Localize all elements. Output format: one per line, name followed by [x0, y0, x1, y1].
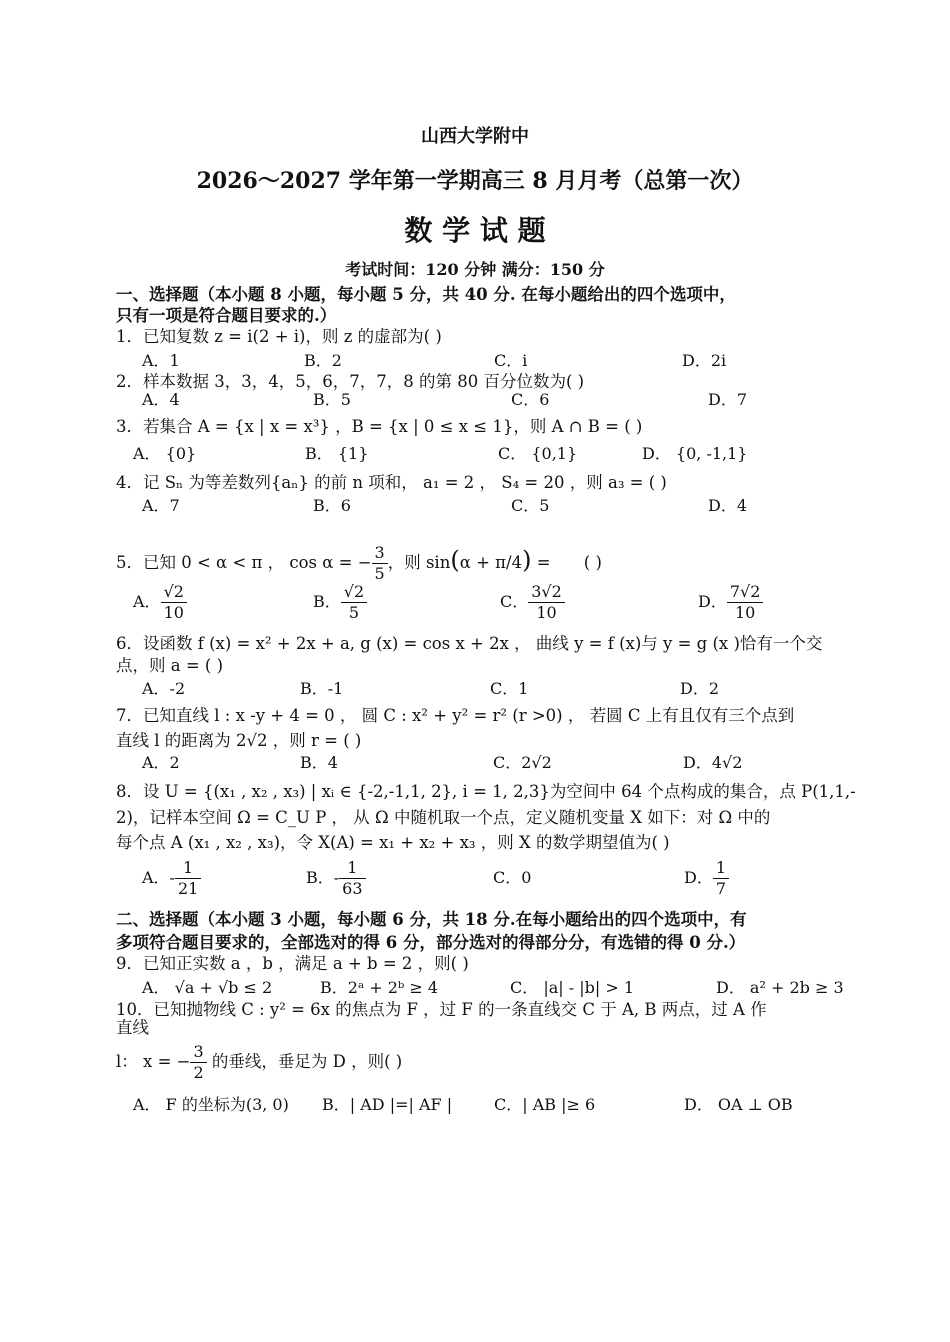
q5-cos-fraction	[372, 543, 388, 584]
school-name: 山西大学附中	[421, 126, 529, 147]
q5-option-a	[133, 580, 187, 624]
q4-option-b: B．6	[313, 496, 351, 515]
q3-option-b: B． {1}	[305, 444, 369, 463]
q5-option-d-label: D．	[698, 592, 727, 611]
q8-option-a-label: A．-	[142, 868, 175, 887]
q9-option-d: D． a² + 2b ≥ 3	[716, 978, 844, 997]
q8-option-a-fraction	[175, 858, 201, 899]
q10-stem-line2: 直线	[116, 1018, 149, 1037]
q5-option-b-fraction	[341, 582, 367, 623]
q6-stem-line1: 6．设函数 f (x) = x² + 2x + a, g (x) = cos x + 2x ， 曲线 y = f (x)与 y = g (x )恰有一个交	[116, 634, 823, 653]
q4-option-a: A．7	[142, 496, 180, 515]
q3-option-a: A． {0}	[133, 444, 197, 463]
q5-stem	[116, 540, 602, 584]
q4-option-d: D．4	[708, 496, 748, 515]
subject-title: 数 学 试 题	[404, 214, 546, 247]
q6-option-b: B．-1	[300, 679, 344, 698]
q1-option-d: D．2i	[682, 351, 727, 370]
q8-option-b-num: 1	[339, 858, 365, 879]
q10-option-b: B．| AD |=| AF |	[322, 1095, 453, 1114]
q8-option-a-num: 1	[175, 858, 201, 879]
q1-option-b: B．2	[304, 351, 342, 370]
q8-option-c-label: C．0	[493, 868, 532, 887]
q8-option-d-fraction	[713, 858, 729, 899]
q10-option-a: A． F 的坐标为(3, 0)	[133, 1095, 289, 1114]
q5-option-b-num: √2	[341, 582, 367, 603]
q2-stem: 2．样本数据 3，3，4，5，6，7，7，8 的第 80 百分位数为( )	[116, 372, 585, 391]
q8-stem-line2: 2)，记样本空间 Ω = C_U P ， 从 Ω 中随机取一个点，定义随机变量 X 如下：对 Ω 中的	[116, 808, 771, 827]
section1-title-line2: 只有一项是符合题目要求的.）	[116, 306, 337, 325]
q2-option-c: C．6	[511, 390, 550, 409]
q4-option-c: C．5	[511, 496, 550, 515]
q5-option-a-fraction	[161, 582, 187, 623]
q5-stem-text-a: 5．已知 0 < α < π ， cos α = −	[116, 553, 372, 572]
q5-option-c-num: 3√2	[528, 582, 565, 603]
q6-option-c: C．1	[490, 679, 529, 698]
q7-stem-line1: 7．已知直线 l : x -y + 4 = 0 ， 圆 C : x² + y² = r² (r >0) ， 若圆 C 上有且仅有三个点到	[116, 706, 795, 725]
q5-option-c-den: 10	[536, 603, 557, 622]
q5-cos-numerator: 3	[372, 543, 388, 564]
q10-option-c: C．| AB |≥ 6	[494, 1095, 596, 1114]
q5-option-d-num: 7√2	[727, 582, 764, 603]
q10-stem-rest: 的垂线，垂足为 D ，则( )	[206, 1052, 403, 1071]
q8-option-d-label: D．	[684, 868, 713, 887]
q5-paren-open: (	[450, 546, 460, 574]
q5-option-a-label: A．	[133, 592, 161, 611]
q10-line-equation: l： x = −	[116, 1052, 191, 1071]
q8-option-a	[142, 856, 201, 900]
q5-option-c	[500, 580, 565, 624]
q8-option-a-den: 21	[177, 879, 199, 898]
q7-option-c: C．2√2	[493, 753, 552, 772]
q8-stem-line3: 每个点 A (x₁ , x₂ , x₃)，令 X(A) = x₁ + x₂ + x₃ ，则 X 的数学期望值为( )	[116, 833, 670, 852]
q6-option-d: D．2	[680, 679, 720, 698]
q5-option-b	[313, 580, 367, 624]
q6-stem-line2: 点，则 a = ( )	[116, 656, 224, 675]
q10-option-d: D． OA ⊥ OB	[684, 1095, 793, 1114]
q5-option-b-label: B．	[313, 592, 341, 611]
q10-fraction-num: 3	[190, 1042, 206, 1063]
q1-option-c: C．i	[494, 351, 528, 370]
q10-fraction	[190, 1042, 206, 1083]
q8-option-b-fraction	[339, 858, 365, 899]
section2-title-line1: 二、选择题（本小题 3 小题，每小题 6 分，共 18 分.在每小题给出的四个选项中，有	[116, 910, 747, 929]
q5-option-b-den: 5	[348, 603, 360, 622]
q2-option-b: B．5	[313, 390, 351, 409]
q9-option-c: C． |a| - |b| > 1	[510, 978, 635, 997]
q7-option-a: A．2	[142, 753, 180, 772]
q5-option-d	[698, 580, 763, 624]
q8-option-b-label: B．-	[306, 868, 340, 887]
q7-option-b: B．4	[300, 753, 338, 772]
q9-stem: 9．已知正实数 a ，b ，满足 a + b = 2 ，则( )	[116, 954, 469, 973]
q5-stem-text-d: =	[531, 553, 551, 572]
exam-time-info: 考试时间：120 分钟 满分：150 分	[345, 260, 605, 279]
q5-paren-close: )	[522, 546, 532, 574]
q5-option-c-fraction	[528, 582, 565, 623]
q2-option-d: D．7	[708, 390, 748, 409]
q5-stem-text-b: ，则 sin	[387, 553, 451, 572]
q9-option-a: A． √a + √b ≤ 2	[142, 978, 273, 997]
q5-stem-text-c: α + π/4	[459, 553, 523, 572]
exam-title: 2026～2027 学年第一学期高三 8 月月考（总第一次）	[196, 168, 754, 194]
q5-option-d-den: 10	[734, 603, 756, 622]
q8-option-d-num: 1	[713, 858, 729, 879]
q8-option-d-den: 7	[715, 879, 727, 898]
q4-stem: 4．记 Sₙ 为等差数列{aₙ} 的前 n 项和， a₁ = 2 ， S₄ = 20 ，则 a₃ = ( )	[116, 473, 667, 492]
q8-stem-line1: 8．设 U = {(x₁ , x₂ , x₃) | xᵢ ∈ {-2,-1,1, 2}, i = 1, 2,3}为空间中 64 个点构成的集合，点 P(1,1,-	[116, 782, 856, 801]
q10-fraction-den: 2	[193, 1063, 204, 1082]
q1-option-a: A．1	[142, 351, 180, 370]
q5-answer-blank: ( )	[583, 553, 602, 572]
q3-option-c: C． {0,1}	[498, 444, 578, 463]
q5-option-d-fraction	[727, 582, 764, 623]
q8-option-b	[306, 856, 366, 900]
q1-stem: 1．已知复数 z = i(2 + i)，则 z 的虚部为( )	[116, 327, 442, 346]
q8-option-d	[684, 856, 729, 900]
q6-option-a: A．-2	[142, 679, 186, 698]
q9-option-b: B．2ᵃ + 2ᵇ ≥ 4	[320, 978, 439, 997]
q7-stem-line2: 直线 l 的距离为 2√2 ，则 r = ( )	[116, 731, 362, 750]
q10-stem-line1: 10．已知抛物线 C : y² = 6x 的焦点为 F ，过 F 的一条直线交 C 于 A, B 两点，过 A 作	[116, 1000, 767, 1019]
q8-option-b-den: 63	[342, 879, 363, 898]
section2-title-line2: 多项符合题目要求的，全部选对的得 6 分，部分选对的得部分分，有选错的得 0 分.）	[116, 933, 746, 952]
q5-cos-denominator: 5	[374, 564, 385, 583]
q5-option-c-label: C．	[500, 592, 529, 611]
q2-option-a: A．4	[142, 390, 180, 409]
q3-stem: 3．若集合 A = {x | x = x³} ，B = {x | 0 ≤ x ≤ 1}，则 A ∩ B = ( )	[116, 417, 643, 436]
q3-option-d: D． {0, -1,1}	[642, 444, 748, 463]
section1-title-line1: 一、选择题（本小题 8 小题，每小题 5 分，共 40 分. 在每小题给出的四个选项中，	[116, 285, 736, 304]
q10-stem-line3	[116, 1040, 402, 1084]
q8-option-c	[493, 856, 531, 900]
q7-option-d: D．4√2	[683, 753, 743, 772]
q5-option-a-den: 10	[163, 603, 184, 622]
q5-option-a-num: √2	[161, 582, 187, 603]
